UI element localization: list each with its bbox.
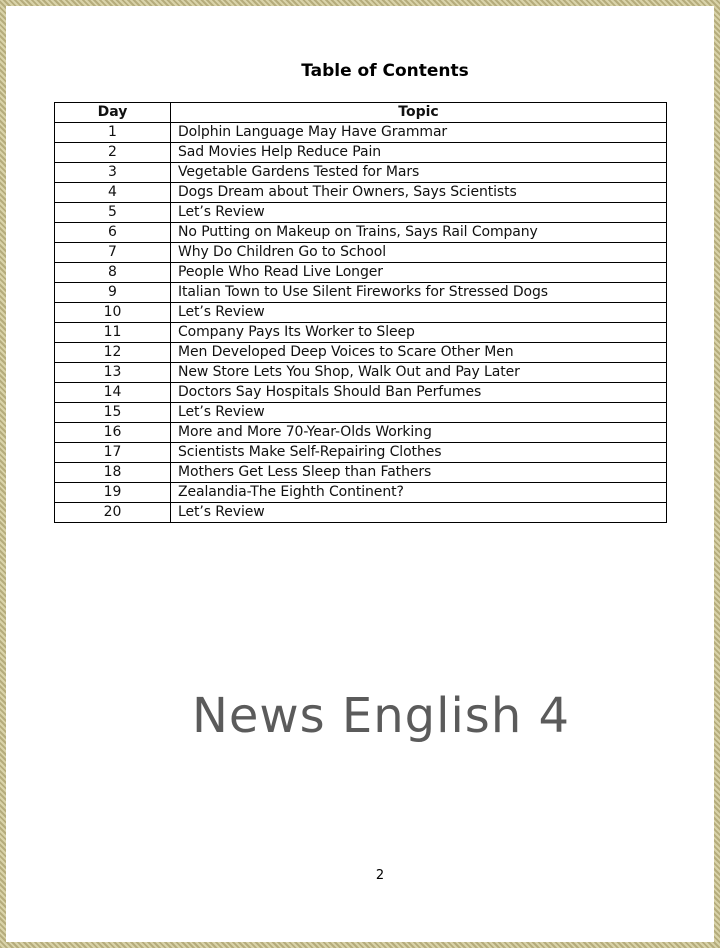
table-row (55, 303, 667, 323)
topic-cell: Let’s Review (171, 303, 667, 323)
topic-cell: New Store Lets You Shop, Walk Out and Pay Later (171, 363, 667, 383)
toc-table (54, 102, 667, 523)
topic-cell: Italian Town to Use Silent Fireworks for Stressed Dogs (171, 283, 667, 303)
topic-cell: Scientists Make Self-Repairing Clothes (171, 443, 667, 463)
table-row (55, 143, 667, 163)
toc-header-row (55, 103, 667, 123)
topic-cell: Dogs Dream about Their Owners, Says Scientists (171, 183, 667, 203)
table-row (55, 503, 667, 523)
table-row (55, 363, 667, 383)
topic-cell: Zealandia-The Eighth Continent? (171, 483, 667, 503)
toc-title: Table of Contents (301, 61, 469, 81)
topic-cell: Let’s Review (171, 503, 667, 523)
topic-cell: Sad Movies Help Reduce Pain (171, 143, 667, 163)
day-cell: 1 (55, 123, 171, 143)
table-row (55, 283, 667, 303)
topic-cell: More and More 70-Year-Olds Working (171, 423, 667, 443)
column-header-topic: Topic (171, 103, 667, 123)
day-cell: 9 (55, 283, 171, 303)
table-row (55, 203, 667, 223)
topic-cell: Why Do Children Go to School (171, 243, 667, 263)
topic-cell: No Putting on Makeup on Trains, Says Rail Company (171, 223, 667, 243)
book-title: News English 4 (191, 688, 571, 744)
day-cell: 15 (55, 403, 171, 423)
day-cell: 6 (55, 223, 171, 243)
topic-cell: Company Pays Its Worker to Sleep (171, 323, 667, 343)
day-cell: 5 (55, 203, 171, 223)
topic-cell: Dolphin Language May Have Grammar (171, 123, 667, 143)
table-row (55, 223, 667, 243)
table-row (55, 483, 667, 503)
day-cell: 17 (55, 443, 171, 463)
table-row (55, 423, 667, 443)
table-row (55, 183, 667, 203)
table-row (55, 403, 667, 423)
day-cell: 18 (55, 463, 171, 483)
topic-cell: Let’s Review (171, 403, 667, 423)
day-cell: 3 (55, 163, 171, 183)
day-cell: 2 (55, 143, 171, 163)
table-row (55, 323, 667, 343)
day-cell: 19 (55, 483, 171, 503)
table-row (55, 343, 667, 363)
topic-cell: Vegetable Gardens Tested for Mars (171, 163, 667, 183)
table-row (55, 263, 667, 283)
table-row (55, 443, 667, 463)
table-row (55, 383, 667, 403)
day-cell: 7 (55, 243, 171, 263)
day-cell: 20 (55, 503, 171, 523)
day-cell: 16 (55, 423, 171, 443)
topic-cell: Men Developed Deep Voices to Scare Other Men (171, 343, 667, 363)
day-cell: 8 (55, 263, 171, 283)
day-cell: 12 (55, 343, 171, 363)
topic-cell: People Who Read Live Longer (171, 263, 667, 283)
day-cell: 14 (55, 383, 171, 403)
page-number: 2 (375, 868, 385, 883)
table-row (55, 463, 667, 483)
table-row (55, 123, 667, 143)
topic-cell: Doctors Say Hospitals Should Ban Perfumes (171, 383, 667, 403)
toc-body (55, 123, 667, 523)
topic-cell: Mothers Get Less Sleep than Fathers (171, 463, 667, 483)
day-cell: 10 (55, 303, 171, 323)
table-row (55, 243, 667, 263)
day-cell: 4 (55, 183, 171, 203)
table-row (55, 163, 667, 183)
column-header-day: Day (55, 103, 171, 123)
day-cell: 11 (55, 323, 171, 343)
day-cell: 13 (55, 363, 171, 383)
topic-cell: Let’s Review (171, 203, 667, 223)
